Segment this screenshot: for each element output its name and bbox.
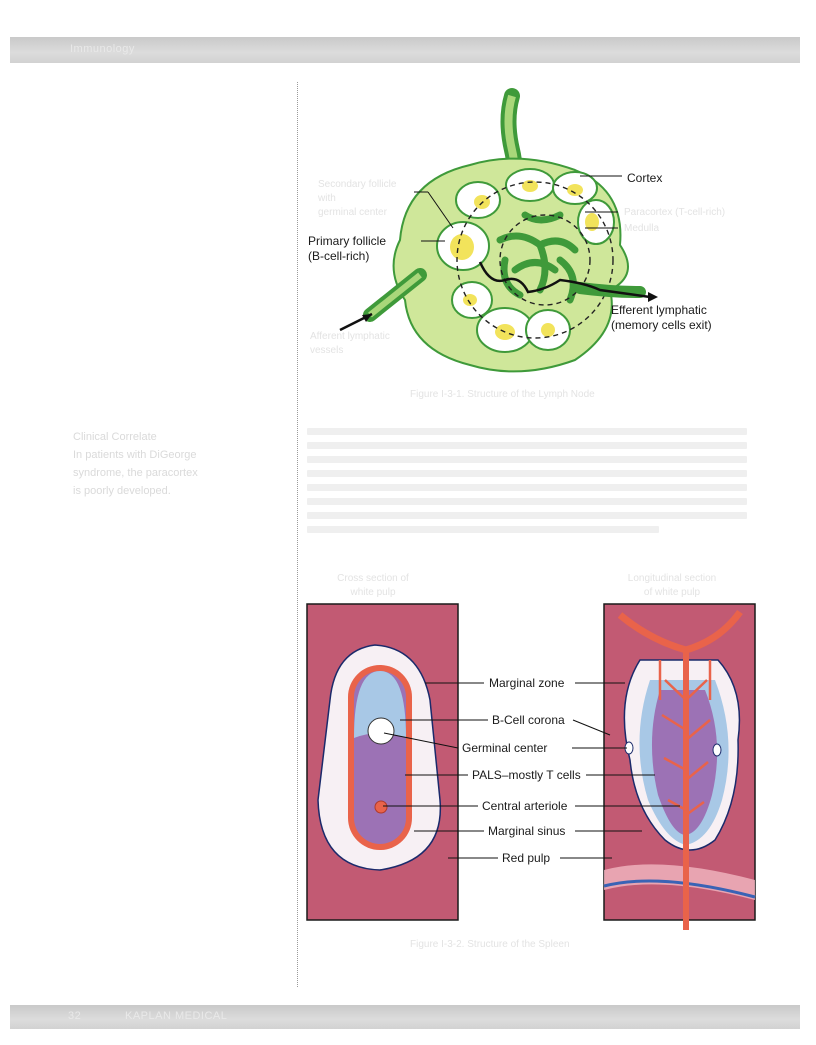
cortex-label: Cortex [627, 171, 663, 185]
marginal-zone-label: Marginal zone [489, 676, 565, 690]
sidebar-line: syndrome, the paracortex [73, 467, 198, 479]
b-cell-corona-label: B-Cell corona [492, 713, 565, 727]
pals-label: PALS–mostly T cells [472, 768, 581, 782]
sidebar-heading: Clinical Correlate [73, 431, 157, 443]
right-panel-title: Longitudinal section of white pulp [627, 573, 717, 598]
medulla-label: Medulla [624, 223, 660, 234]
figure-1-caption: Figure I-3-1. Structure of the Lymph Node [410, 389, 595, 400]
page-number: 32 [68, 1010, 82, 1022]
figure-2-caption: Figure I-3-2. Structure of the Spleen [410, 939, 570, 950]
efferent-lymphatic-label: Efferent lymphatic (memory cells exit) [611, 303, 712, 332]
publisher-name: KAPLAN MEDICAL [125, 1010, 228, 1022]
afferent-lymphatic-label: Afferent lymphatic vessels [310, 331, 390, 356]
paracortex-label: Paracortex (T-cell-rich) [624, 207, 726, 218]
sidebar-line: In patients with DiGeorge [73, 449, 197, 461]
sidebar-line: is poorly developed. [73, 485, 171, 497]
marginal-sinus-label: Marginal sinus [488, 824, 566, 838]
central-arteriole-label: Central arteriole [482, 799, 568, 813]
secondary-follicle-label: Secondary follicle with germinal center [318, 179, 397, 218]
germinal-center-label: Germinal center [462, 741, 548, 755]
primary-follicle-label: Primary follicle (B-cell-rich) [308, 234, 387, 263]
left-panel-title: Cross section of white pulp [337, 573, 409, 598]
red-pulp-label: Red pulp [502, 851, 551, 865]
running-head: Immunology [70, 43, 135, 55]
